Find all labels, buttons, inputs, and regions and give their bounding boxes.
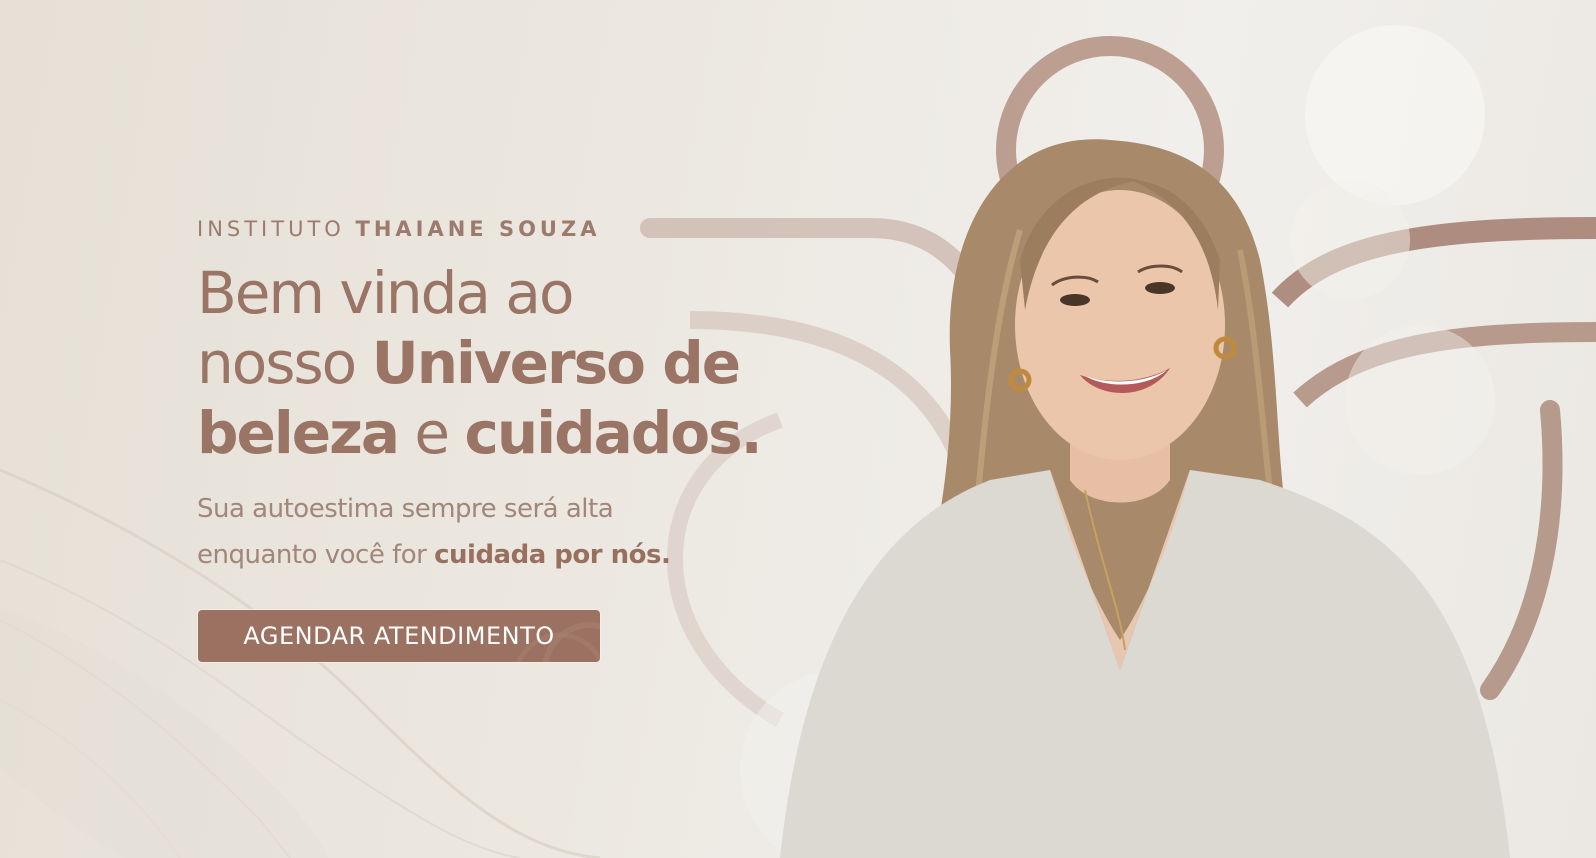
subtitle (197, 486, 877, 578)
page-title (197, 258, 877, 468)
hero-content (197, 214, 877, 578)
subtitle-line-2: enquanto você for (197, 540, 427, 570)
headline-universo: Universo de (371, 329, 740, 397)
headline-word-nosso: nosso (197, 329, 356, 397)
headline-beleza: beleza (197, 399, 398, 467)
subtitle-line-1: Sua autoestima sempre será alta (197, 494, 614, 524)
headline-cuidados: cuidados. (464, 399, 761, 467)
brand-prefix: INSTITUTO (197, 217, 345, 241)
brand-name: THAIANE SOUZA (355, 217, 601, 241)
headline-conjunction: e (414, 399, 449, 467)
schedule-appointment-label: AGENDAR ATENDIMENTO (243, 621, 555, 650)
schedule-appointment-button[interactable] (197, 609, 601, 663)
headline-line-1: Bem vinda ao (197, 259, 573, 327)
subtitle-highlight: cuidada por nós. (434, 540, 671, 570)
brand-label (197, 214, 877, 244)
